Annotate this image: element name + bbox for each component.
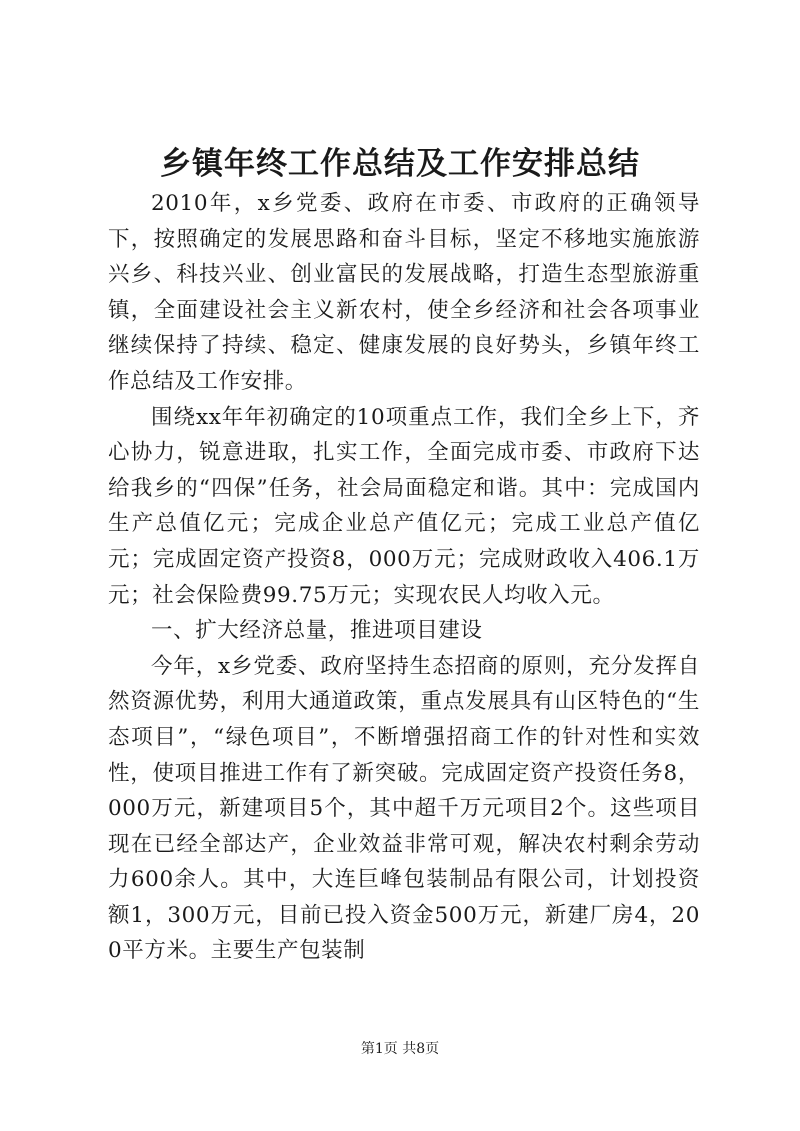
section-heading: 一、扩大经济总量，推进项目建设 bbox=[151, 618, 483, 644]
page-footer: 第1页 共8页 bbox=[360, 1041, 440, 1057]
paragraph-intro: 2010年，x乡党委、政府在市委、市政府的正确领导下，按照确定的发展思路和奋斗目标，坚定不移地实施旅游兴乡、科技兴业、创业富民的发展战略，打造生态型旅游重镇，全面建设社会主义新农村，使全乡经济和社会各项事业继续保持了持续、稳定、健康发展的良好势头，乡镇年终工作总结及工作安排。 bbox=[108, 191, 700, 394]
document-title: 乡镇年终工作总结及工作安排总结 bbox=[160, 146, 640, 182]
paragraph-projects: 今年，x乡党委、政府坚持生态招商的原则，充分发挥自然资源优势，利用大通道政策，重点发展具有山区特色的“生态项目”，“绿色项目”，不断增强招商工作的针对性和实效性，使项目推进工作有了新突破。完成固定资产投资任务8，000万元，新建项目5个，其中超千万元项目2个。这些项目现在已经全部达产，企业效益非常可观，解决农村剩余劳动力600余人。其中，大连巨峰包装制品有限公司，计划投资额1，300万元，目前已投入资金500万元，新建厂房4，200平方米。主要生产包装制 bbox=[108, 653, 700, 964]
paragraph-key-work: 围绕xx年年初确定的10项重点工作，我们全乡上下，齐心协力，锐意进取，扎实工作，全面完成市委、市政府下达给我乡的“四保”任务，社会局面稳定和谐。其中：完成国内生产总值亿元；完成企业总产值亿元；完成工业总产值亿元；完成固定资产投资8，000万元；完成财政收入406.1万元；社会保险费99.75万元；实现农民人均收入元。 bbox=[108, 404, 700, 608]
document-body bbox=[108, 186, 700, 969]
